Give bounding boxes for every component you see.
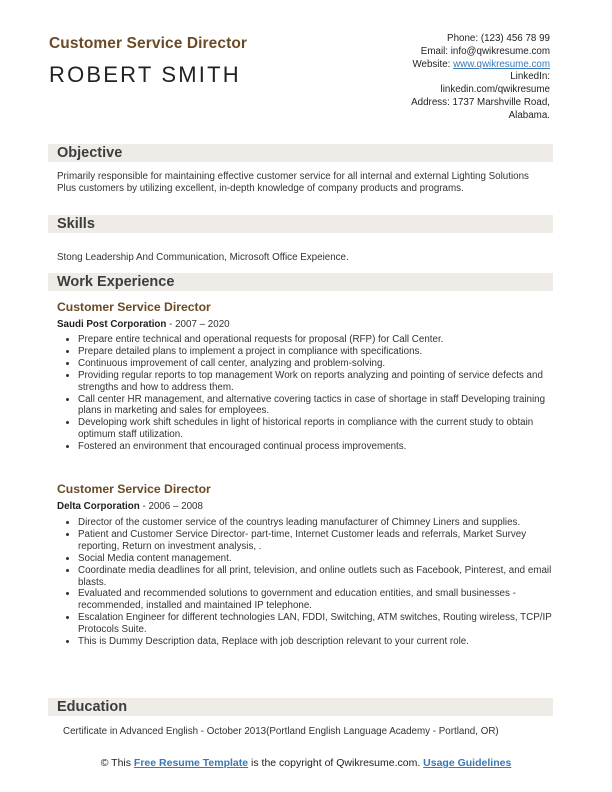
list-item: • Prepare entire technical and operational requests for proposal (RFP) for Call Center. [78,334,563,346]
work-experience-section-bar [48,273,553,291]
email-value: info@qwikresume.com [450,45,550,57]
resume-job-title: Customer Service Director [49,35,248,52]
list-item: • Social Media content management. [78,553,563,565]
objective-heading: Objective [57,145,123,161]
list-item: • Developing work shift schedules in light of historical reports in compliance with the current study to obtain optimum staff utilization. [78,417,563,441]
skills-section-bar [48,215,553,233]
person-name: ROBERT SMITH [49,62,241,87]
list-item: • Evaluated and recommended solutions to government and education entities, and small businesses - recommended, installed and maintained IP telephone. [78,588,563,612]
education-text: Certificate in Advanced English - October 2013(Portland English Language Academy - Portland, OR) [63,726,499,737]
job-2-bullets [64,517,563,648]
job-dates: - 2006 – 2008 [139,501,203,512]
website-link[interactable]: www.qwikresume.com [453,58,550,70]
footer-middle: is the copyright of Qwikresume.com. [248,757,424,769]
phone-label: Phone: [447,33,481,44]
contact-linkedin-label: LinkedIn: [510,71,550,83]
contact-email [310,46,550,59]
list-item: • Fostered an environment that encouraged continual process improvements. [78,441,563,453]
job-dates: - 2007 – 2020 [166,319,230,330]
list-item: • Escalation Engineer for different technologies LAN, FDDI, Switching, ATM switches, Routing wireless, TCP/IP Protocols Suite. [78,612,563,636]
footer-prefix: © This [100,757,134,769]
job-1-bullets [64,334,563,453]
education-heading: Education [57,699,128,715]
contact-website [310,59,550,72]
job-title: Customer Service Director [57,300,211,314]
list-item: • Prepare detailed plans to implement a project in compliance with specifications. [78,346,563,358]
objective-section-bar [48,144,553,162]
contact-address-line-2: Alabama. [508,109,550,121]
free-resume-template-link[interactable]: Free Resume Template [133,757,249,769]
contact-address [310,97,550,110]
list-item: • Director of the customer service of the countrys leading manufacturer of Chimney Liners and supplies. [78,517,563,529]
contact-phone [310,33,550,46]
company-name: Delta Corporation [57,501,140,512]
contact-block [310,33,550,123]
copyright-footer [0,757,612,770]
list-item: • Coordinate media deadlines for all print, television, and online outlets such as Facebook, Pinterest, and email blasts. [78,565,563,589]
work-experience-heading: Work Experience [57,274,175,290]
address-label: Address: [411,96,453,108]
company-line [57,319,230,330]
contact-linkedin: linkedin.com/qwikresume [440,84,550,96]
skills-text: Stong Leadership And Communication, Microsoft Office Expeience. [57,252,349,263]
website-label: Website: [412,58,454,70]
company-name: Saudi Post Corporation [57,319,167,330]
education-section-bar [48,698,553,716]
address-line-1: 1737 Marshville Road, [452,96,550,108]
skills-heading: Skills [57,216,95,232]
objective-text: Primarily responsible for maintaining effective customer service for all internal and external Lighting Solutions Plus customers by utilizing excellent, in-depth knowledge of company products and programs. [57,171,529,194]
list-item: • Providing regular reports to top management Work on reports analyzing and pointing of service defects and strengths and how to address them. [78,370,563,394]
email-label: Email: [420,45,451,57]
usage-guidelines-link[interactable]: Usage Guidelines [423,757,512,769]
list-item: • This is Dummy Description data, Replace with job description relevant to your current role. [78,636,563,648]
job-title: Customer Service Director [57,482,211,496]
company-line [57,501,203,512]
list-item: • Continuous improvement of call center, analyzing and problem-solving. [78,358,563,370]
list-item: • Call center HR management, and alternative covering tactics in case of shortage in staff Developing training plans in marketing and sales for employees. [78,394,563,418]
phone-value: (123) 456 78 99 [480,33,550,44]
list-item: • Patient and Customer Service Director- part-time, Internet Customer leads and referrals, Market Survey reporting, Return on investment analysis, . [78,529,563,553]
